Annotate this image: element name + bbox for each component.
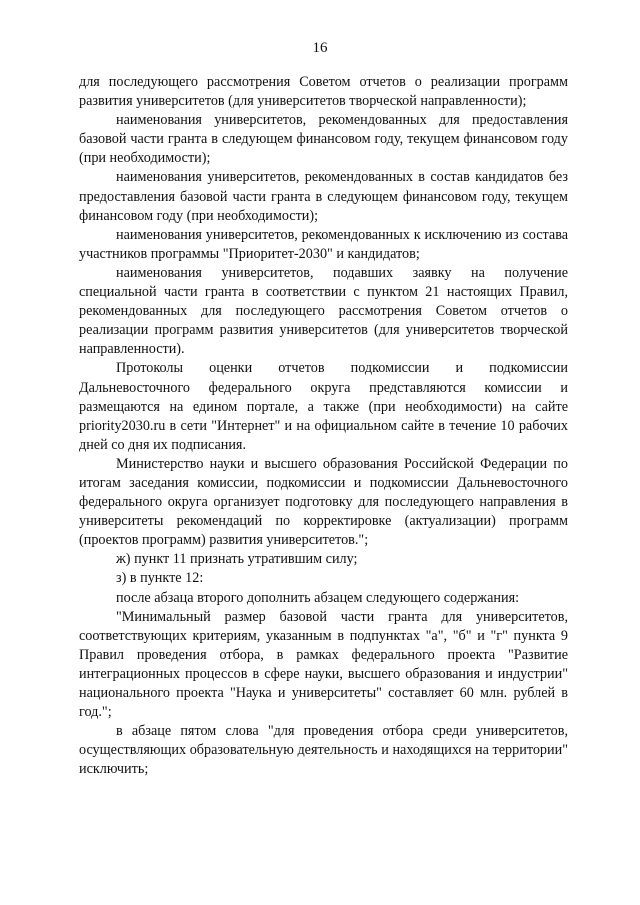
paragraph-continuation: для последующего рассмотрения Советом отчетов о реализации программ развития университетов (для университетов творческой направленности); xyxy=(79,74,568,110)
paragraph-fifth-abzac: в абзаце пятом слова "для проведения отбора среди университетов, осуществляющих образовательную деятельность и находящихся на территории" исключить; xyxy=(79,723,568,778)
paragraph-list-item: наименования университетов, рекомендованных в состав кандидатов без предоставления базовой части гранта в следующем финансовом году, текущем финансовом году (при необходимости); xyxy=(79,169,568,224)
paragraph-item-z: з) в пункте 12: xyxy=(116,570,204,587)
paragraph-ministry: Министерство науки и высшего образования Российской Федерации по итогам заседания комиссии, подкомиссии и подкомиссии Дальневосточного федерального округа организует подготовку для последующего направления в университеты рекомендаций по корректировке (актуализации) программ (проектов программ) развития университетов."; xyxy=(79,455,568,549)
paragraph-protocols: Протоколы оценки отчетов подкомиссии и подкомиссии Дальневосточного федерального округа представляются комиссии и размещаются на едином портале, а также (при необходимости) на сайте priority2030.ru в сети "Интернет" и на официальном сайте в течение 10 рабочих дней со дня их подписания. xyxy=(79,360,568,453)
paragraph-list-item: наименования университетов, рекомендованных к исключению из состава участников программы "Приоритет-2030" и кандидатов; xyxy=(79,226,568,262)
document-body xyxy=(79,73,568,779)
paragraph-amendment-intro: после абзаца второго дополнить абзацем следующего содержания: xyxy=(116,589,520,606)
paragraph-minimum-grant: "Минимальный размер базовой части гранта для университетов, соответствующих критериям, указанным в подпунктах "а", "б" и "г" пункта 9 Правил проведения отбора, в рамках федерального проекта "Развитие интеграционных процессов в сфере науки, высшего образования и индустрии" национального проекта "Наука и университеты" составляет 60 млн. рублей в год."; xyxy=(79,608,568,721)
paragraph-list-item: наименования университетов, подавших заявку на получение специальной части гранта в соответствии с пунктом 21 настоящих Правил, рекомендованных для последующего рассмотрения Советом отчетов о реализации программ развития университетов (для университетов творческой направленности). xyxy=(79,264,568,358)
paragraph-list-item: наименования университетов, рекомендованных для предоставления базовой части гранта в следующем финансовом году, текущем финансовом году (при необходимости); xyxy=(79,112,568,167)
paragraph-item-zh: ж) пункт 11 признать утратившим силу; xyxy=(116,551,358,568)
page-number: 16 xyxy=(312,40,328,56)
